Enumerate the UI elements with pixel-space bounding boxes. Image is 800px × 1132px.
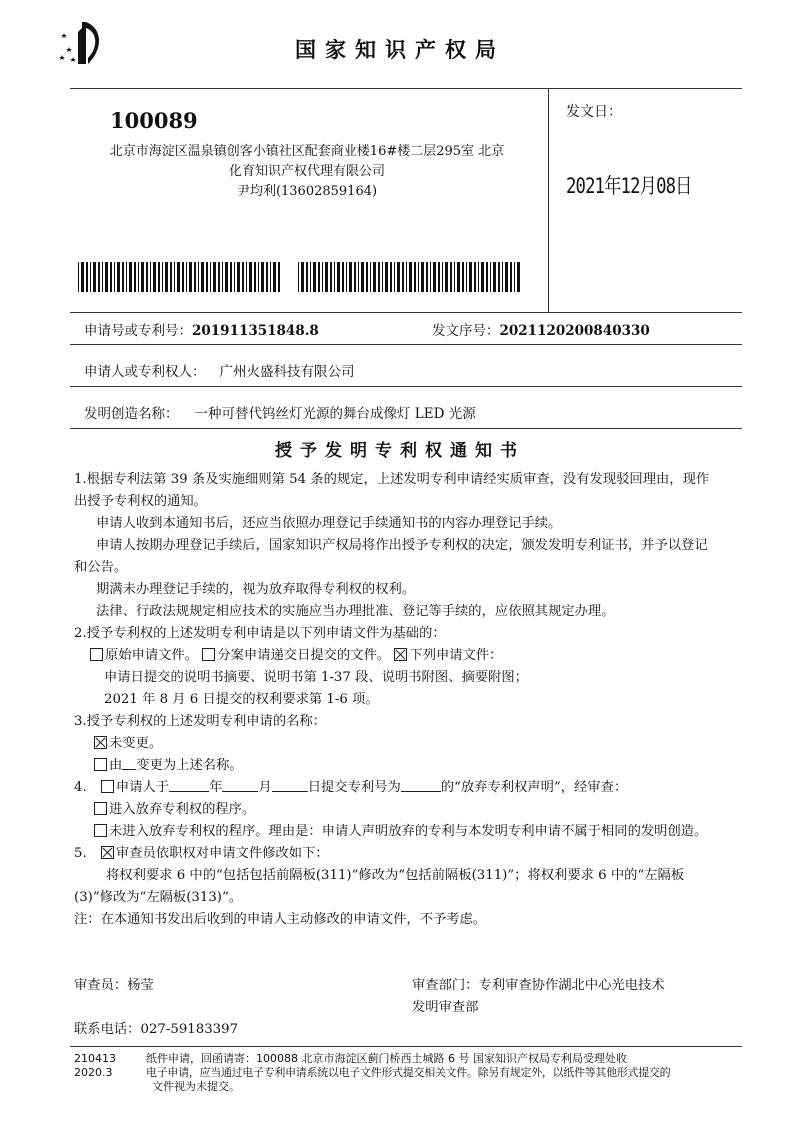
barcode-bar	[122, 262, 124, 292]
barcode-bar	[170, 262, 172, 292]
barcode-bar	[177, 262, 180, 292]
barcode-bar	[358, 262, 359, 292]
option-original: 原始申请文件。	[105, 648, 199, 663]
barcode-bar	[390, 262, 392, 292]
serial-no: 2021120200840330	[499, 323, 650, 339]
barcode-bar	[334, 262, 335, 292]
barcode-bar	[510, 262, 512, 292]
barcode-bar	[421, 262, 424, 292]
section-2-detail-2: 2021 年 8 月 6 日提交的权利要求第 1-6 项。	[104, 692, 379, 707]
barcode-bar	[298, 262, 299, 292]
barcode-bar	[354, 262, 356, 292]
barcode-bar	[450, 262, 452, 292]
para-2: 申请人收到本通知书后，还应当依照办理登记手续通知书的内容办理登记手续。	[96, 516, 562, 531]
section-4-b: 年	[209, 780, 223, 795]
barcode-bar	[469, 262, 472, 292]
barcode-bar	[505, 262, 508, 292]
barcode-bar	[370, 262, 371, 292]
section-4-e: 的“放弃专利权声明”，经审查：	[440, 780, 628, 795]
barcode-bar	[346, 262, 347, 292]
barcode-bar	[278, 262, 280, 292]
barcode-bar	[126, 262, 127, 292]
barcode-bar	[481, 262, 484, 292]
checkbox-following-checked[interactable]	[394, 648, 407, 661]
section-5-a: 将权利要求 6 中的“包括包括前隔板(311)”修改为“包括前隔板(311)”；将权利要求 6 中的“左隔板	[106, 868, 685, 883]
barcode-bar	[102, 262, 103, 292]
section-5-head: 审查员依职权对申请文件修改如下：	[115, 846, 329, 861]
barcode-bar	[146, 262, 148, 292]
option-changed-b: 变更为上述名称。	[136, 758, 243, 773]
checkbox-enter-waiver[interactable]	[94, 802, 107, 815]
section-4-number: 4.	[74, 780, 87, 795]
office-name: 国家知识产权局	[295, 38, 505, 62]
checkbox-name-changed[interactable]	[94, 758, 107, 771]
app-no: 201911351848.8	[192, 323, 319, 339]
para-4: 期满未办理登记手续的，视为放弃取得专利权的权利。	[96, 582, 416, 597]
address-line-2: 化育知识产权代理有限公司	[228, 164, 385, 179]
section-5-b: (3)”修改为“左隔板(313)”。	[74, 890, 243, 905]
invention-label: 发明创造名称：	[84, 406, 179, 422]
barcode-bar	[110, 262, 112, 292]
checkbox-waiver[interactable]	[101, 780, 114, 793]
barcode-bar	[433, 262, 436, 292]
barcode-bar	[385, 262, 388, 292]
section-5-number: 5.	[74, 846, 87, 861]
barcode-bar	[261, 262, 264, 292]
footer-code-1: 210413	[74, 1052, 116, 1065]
para-1a: 1.根据专利法第 39 条及实施细则第 54 条的规定，上述发明专利申请经实质审查，没有发现驳回理由，现作	[74, 472, 710, 487]
barcode-bar	[466, 262, 467, 292]
barcode-bar	[186, 262, 187, 292]
barcode-bar	[313, 262, 316, 292]
dept-line-2: 发明审查部	[412, 1000, 479, 1015]
barcode-right	[298, 262, 520, 292]
barcode-bar	[502, 262, 503, 292]
section-4-d: 日提交专利号为	[307, 780, 401, 795]
barcode-bar	[222, 262, 223, 292]
checkbox-not-enter-waiver[interactable]	[94, 824, 107, 837]
barcode-bar	[225, 262, 228, 292]
barcode-bar	[114, 262, 115, 292]
footer-line-1: 纸件申请，回函请寄：100088 北京市海淀区蓟门桥西土城路 6 号 国家知识产权局专利局受理处收	[146, 1052, 627, 1065]
checkbox-examiner-amend-checked[interactable]	[101, 846, 114, 859]
para-5: 法律、行政法规规定相应技术的实施应当办理批准、登记等手续的，应依照其规定办理。	[96, 604, 615, 619]
barcode-bar	[514, 262, 515, 292]
dept-line-1: 专利审查协作湖北中心光电技术	[478, 978, 665, 993]
barcode-bar	[165, 262, 168, 292]
barcode-bar	[266, 262, 268, 292]
serial-label: 发文序号：	[432, 323, 500, 339]
para-3b: 和公告。	[74, 560, 128, 575]
barcode-bar	[218, 262, 220, 292]
barcode-bar	[194, 262, 196, 292]
barcode-bar	[382, 262, 383, 292]
barcode-bar	[153, 262, 156, 292]
blank-day	[272, 779, 308, 792]
barcode-bar	[213, 262, 216, 292]
barcode-bar	[498, 262, 500, 292]
barcode-bar	[457, 262, 460, 292]
section-2-detail-1: 申请日提交的说明书摘要、说明书第 1-37 段、说明书附图、摘要附图；	[104, 670, 528, 685]
barcode-bar	[234, 262, 235, 292]
barcode-bar	[394, 262, 395, 292]
option-enter-waiver: 进入放弃专利权的程序。	[109, 802, 256, 817]
barcode-bar	[301, 262, 304, 292]
barcode-bar	[373, 262, 376, 292]
barcode-bar	[273, 262, 276, 292]
dept-label: 审查部门：	[412, 978, 479, 993]
barcode-bar	[105, 262, 108, 292]
section-2-options	[90, 644, 502, 663]
footer-code-2: 2020.3	[74, 1066, 113, 1079]
barcode-bar	[242, 262, 244, 292]
barcode-bar	[337, 262, 340, 292]
barcode-bar	[98, 262, 100, 292]
barcode-bar	[322, 262, 323, 292]
barcode-bar	[397, 262, 400, 292]
barcode-bar	[349, 262, 352, 292]
barcode-bar	[210, 262, 211, 292]
blank-month	[222, 779, 258, 792]
para-1b: 出授予专利权的通知。	[74, 494, 207, 509]
option-unchanged: 未变更。	[109, 736, 163, 751]
barcode-bar	[462, 262, 464, 292]
barcode-bar	[366, 262, 368, 292]
barcode-bar	[310, 262, 311, 292]
barcode-bar	[249, 262, 252, 292]
barcode-bar	[402, 262, 404, 292]
barcode-bar	[189, 262, 192, 292]
barcode-bar	[258, 262, 259, 292]
barcode-bar	[426, 262, 428, 292]
barcode-bar	[325, 262, 328, 292]
barcode-bar	[409, 262, 412, 292]
applicant-name: 广州火盛科技有限公司	[219, 364, 355, 380]
barcode-bar	[254, 262, 256, 292]
barcode-bar	[414, 262, 416, 292]
barcode-bar	[318, 262, 320, 292]
blank-patent-no	[401, 779, 441, 792]
footer-line-2: 电子申请，应当通过电子专利申请系统以电子文件形式提交相关文件。除另有规定外，以纸件等其他形式提交的	[146, 1066, 671, 1079]
barcode-bar	[306, 262, 308, 292]
barcode-bar	[330, 262, 332, 292]
barcode-bar	[406, 262, 407, 292]
barcode-bar	[93, 262, 96, 292]
barcode-bar	[158, 262, 160, 292]
footer-line-3: 文件视为未提交。	[152, 1080, 240, 1093]
barcode-bar	[174, 262, 175, 292]
section-4-a: 申请人于	[115, 780, 170, 795]
barcode-bar	[418, 262, 419, 292]
notice-title: 授予发明专利权通知书	[275, 441, 525, 461]
barcode-bar	[486, 262, 488, 292]
address-line-1: 北京市海淀区温泉镇创客小镇社区配套商业楼16#楼二层295室 北京	[109, 144, 505, 159]
section-2-head: 2.授予专利权的上述发明专利申请是以下列申请文件为基础的：	[74, 626, 446, 641]
barcode-bar	[90, 262, 91, 292]
checkbox-original[interactable]	[90, 648, 103, 661]
barcode-bar	[438, 262, 440, 292]
barcode-bar	[474, 262, 476, 292]
option-changed-a: 由	[109, 758, 123, 773]
barcode-bar	[445, 262, 448, 292]
examiner-name: 杨莹	[127, 978, 154, 993]
barcode-bar	[117, 262, 120, 292]
recipient-contact: 尹均利(13602859164)	[236, 184, 378, 199]
para-3a: 申请人按期办理登记手续后，国家知识产权局将作出授予专利权的决定，颁发发明专利证书，并予以登记	[96, 538, 708, 553]
barcode-bar	[378, 262, 380, 292]
app-no-label: 申请号或专利号：	[84, 323, 192, 339]
barcode-bar	[270, 262, 271, 292]
section-3-head: 3.授予专利权的上述发明专利申请的名称：	[74, 714, 327, 729]
send-date-label: 发文日：	[566, 104, 622, 120]
barcode-bar	[442, 262, 443, 292]
applicant-label: 申请人或专利权人：	[84, 364, 206, 380]
barcode-bar	[129, 262, 132, 292]
notice-note: 注：在本通知书发出后收到的申请人主动修改的申请文件，不予考虑。	[74, 912, 487, 927]
barcode-bar	[81, 262, 84, 292]
section-4-c: 月	[258, 780, 272, 795]
barcode-bar	[230, 262, 232, 292]
barcode-bar	[478, 262, 479, 292]
checkbox-unchanged-checked[interactable]	[94, 736, 107, 749]
blank-old-name	[122, 757, 136, 770]
barcode-bar	[490, 262, 491, 292]
barcode-bar	[78, 262, 79, 292]
barcode-bar	[138, 262, 139, 292]
option-not-enter-waiver: 未进入放弃专利权的程序。理由是：申请人声明放弃的专利与本发明专利申请不属于相同的发明创造。	[109, 824, 708, 839]
barcode-left	[78, 262, 284, 292]
barcode-bar	[430, 262, 431, 292]
examiner-label: 审查员：	[74, 978, 128, 993]
barcode-bar	[141, 262, 144, 292]
send-date: 2021年12月08日	[566, 174, 692, 198]
option-divisional: 分案申请递交日提交的文件。	[217, 648, 391, 663]
invention-name: 一种可替代钨丝灯光源的舞台成像灯 LED 光源	[194, 406, 476, 422]
phone-number: 027-59183397	[140, 1022, 239, 1037]
barcode-bar	[206, 262, 208, 292]
phone-label: 联系电话：	[74, 1022, 141, 1037]
checkbox-divisional[interactable]	[202, 648, 215, 661]
barcode-bar	[246, 262, 247, 292]
barcode-bar	[162, 262, 163, 292]
barcode-bar	[361, 262, 364, 292]
postcode: 100089	[110, 108, 198, 133]
barcode-bar	[182, 262, 184, 292]
barcode-bar	[150, 262, 151, 292]
barcode-bar	[342, 262, 344, 292]
barcode-bar	[201, 262, 204, 292]
barcode-bar	[134, 262, 136, 292]
barcode-bar	[454, 262, 455, 292]
barcode-bar	[237, 262, 240, 292]
barcode-bar	[517, 262, 520, 292]
option-following: 下列申请文件：	[409, 648, 503, 663]
barcode-bar	[198, 262, 199, 292]
blank-year	[169, 779, 209, 792]
barcode-bar	[493, 262, 496, 292]
barcode-bar	[86, 262, 88, 292]
